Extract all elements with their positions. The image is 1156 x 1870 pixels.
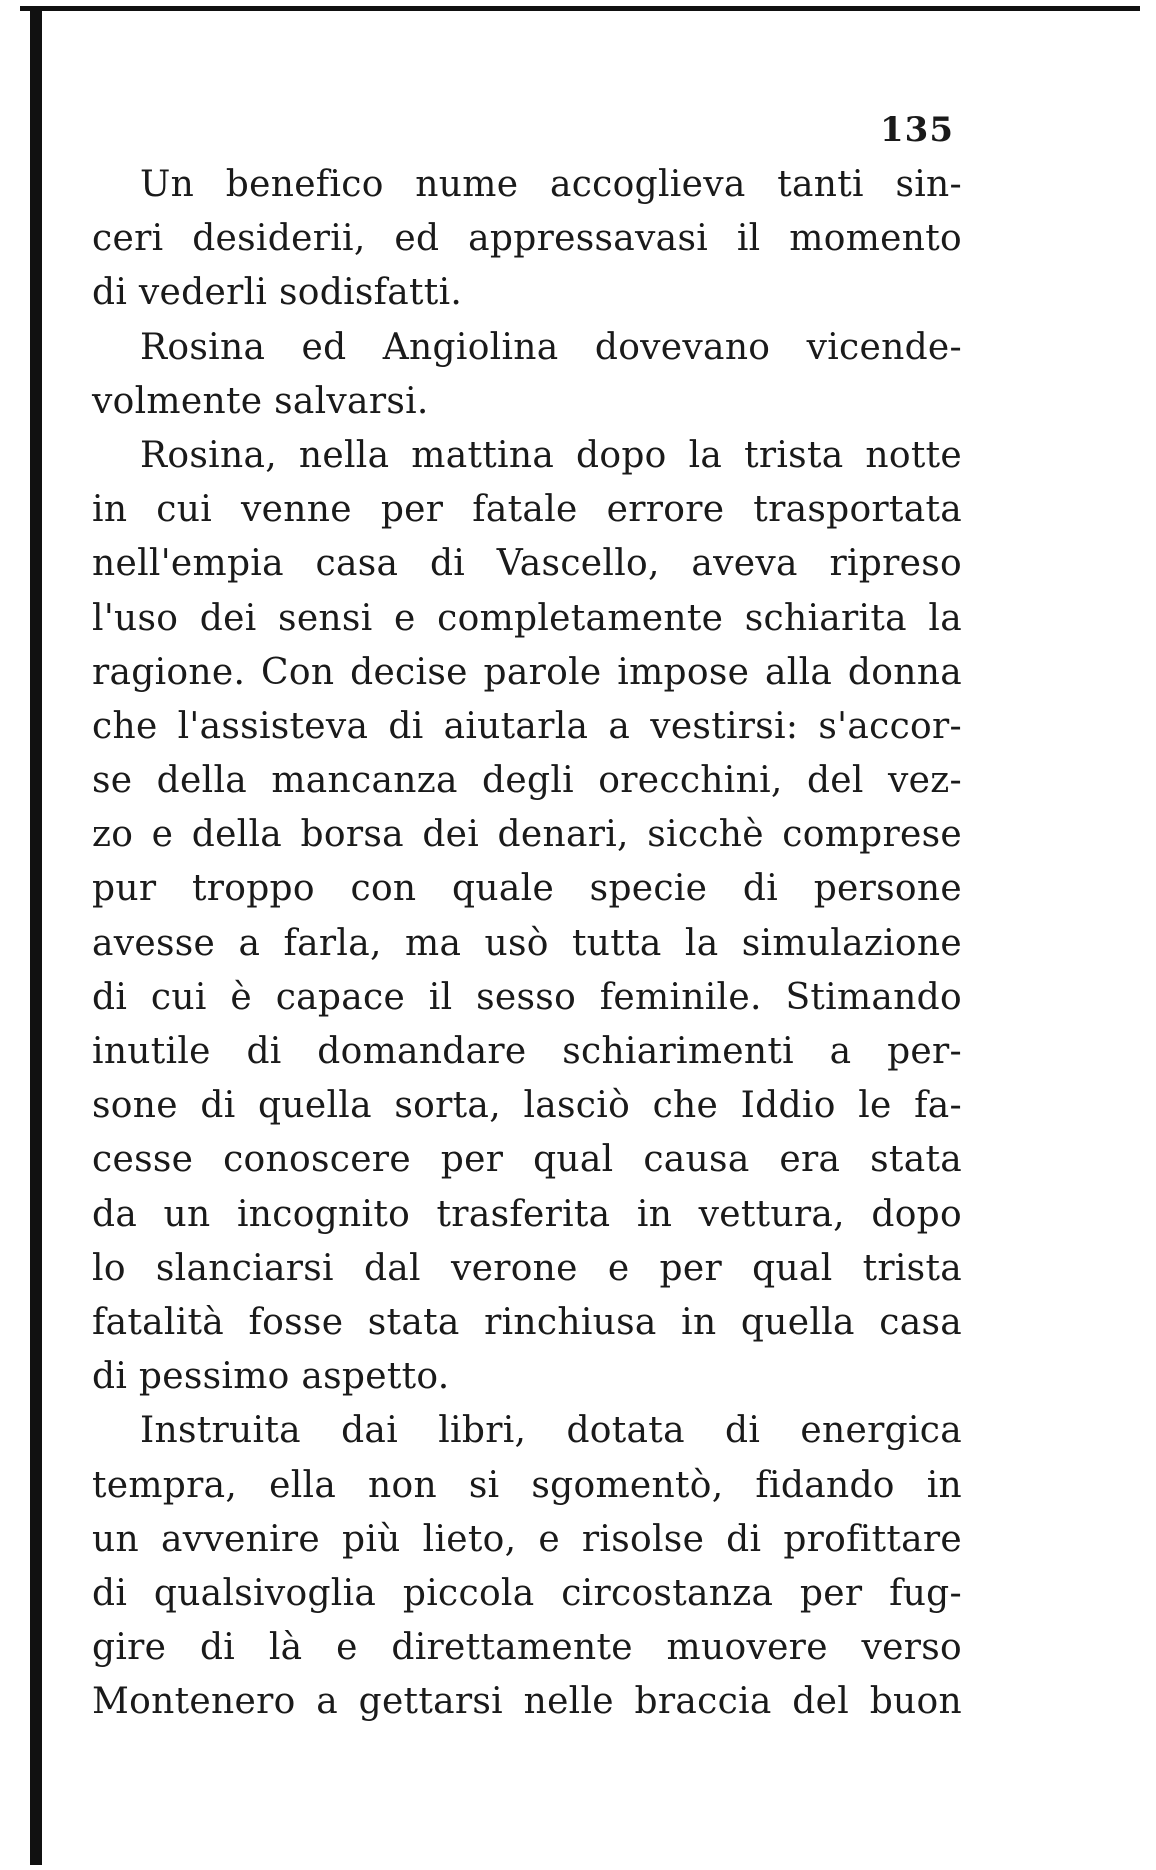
text-line: sone di quella sorta, lasciò che Iddio le fa- <box>92 1085 962 1127</box>
text-line: di qualsivoglia piccola circostanza per fug- <box>92 1572 962 1614</box>
top-border-rule <box>20 6 1140 11</box>
text-line: gire di là e direttamente muovere verso <box>92 1627 962 1669</box>
text-line: inutile di domandare schiarimenti a per- <box>92 1031 962 1072</box>
text-line: fatalità fosse stata rinchiusa in quella casa <box>92 1301 962 1343</box>
text-line: pur troppo con quale specie di persone <box>92 868 962 910</box>
text-line: Rosina ed Angiolina dovevano vicende- <box>140 326 962 368</box>
text-line: Un benefico nume accoglieva tanti sin- <box>140 164 962 205</box>
text-line: lo slanciarsi dal verone e per qual trista <box>92 1247 962 1289</box>
text-line: ragione. Con decise parole impose alla donna <box>92 651 962 693</box>
page-number: 135 <box>880 110 954 150</box>
text-line: che l'assisteva di aiutarla a vestirsi: s'accor- <box>92 705 962 747</box>
left-binding-edge <box>30 10 42 1865</box>
text-line: da un incognito trasferita in vettura, dopo <box>92 1193 962 1235</box>
text-line: Montenero a gettarsi nelle braccia del buon <box>92 1681 962 1723</box>
text-line: volmente salvarsi. <box>92 380 429 422</box>
text-line: in cui venne per fatale errore trasportata <box>92 489 962 531</box>
body-text <box>92 158 962 1729</box>
text-line: cesse conoscere per qual causa era stata <box>92 1139 962 1181</box>
text-line: zo e della borsa dei denari, sicchè comprese <box>92 814 962 856</box>
text-line: di pessimo aspetto. <box>92 1356 450 1398</box>
text-line: di vederli sodisfatti. <box>92 272 463 314</box>
text-line: tempra, ella non si sgomentò, fidando in <box>92 1464 962 1506</box>
text-line: l'uso dei sensi e completamente schiarita la <box>92 597 962 639</box>
text-line: nell'empia casa di Vascello, aveva ripreso <box>92 543 962 585</box>
text-line: Instruita dai libri, dotata di energica <box>140 1410 962 1452</box>
text-line: un avvenire più lieto, e risolse di profittare <box>92 1518 962 1560</box>
text-line: ceri desiderii, ed appressavasi il momento <box>92 218 962 260</box>
text-line: avesse a farla, ma usò tutta la simulazione <box>92 922 962 964</box>
text-line: Rosina, nella mattina dopo la trista notte <box>140 434 962 476</box>
text-line: se della mancanza degli orecchini, del vez- <box>92 760 962 802</box>
text-line: di cui è capace il sesso feminile. Stimando <box>92 976 962 1018</box>
